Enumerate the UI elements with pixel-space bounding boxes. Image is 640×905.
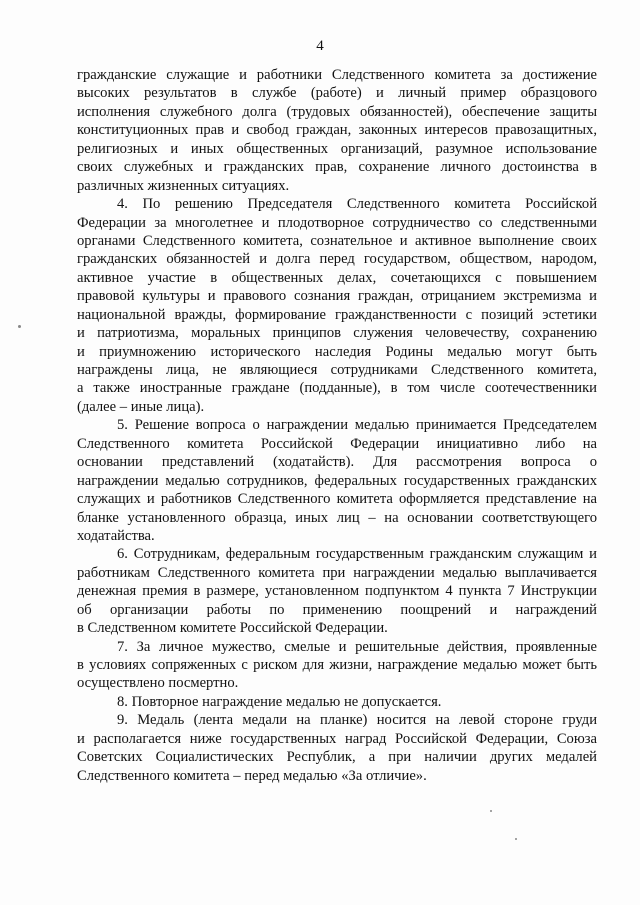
text-line: 4. По решению Председателя Следственного комитета Российской [117,196,597,213]
scan-speck [18,325,21,328]
text-line: основании представлений (ходатайств). Для рассмотрения вопроса о [77,454,597,471]
text-line: правовой культуры и правового сознания граждан, отрицанием экстремизма и [77,288,597,305]
text-line: гражданские служащие и работники Следственного комитета за достижение [77,67,597,83]
text-line: Федерации за многолетнее и плодотворное сотрудничество со следственными [77,214,597,231]
text-line: в Следственном комитете Российской Федерации. [77,620,388,637]
text-line: осуществлено посмертно. [77,675,239,692]
text-line: Следственного комитета – перед медалью «За отличие». [77,767,427,784]
text-line: религиозных и иных общественных организаций, разумное использование [77,140,597,157]
text-line: активное участие в общественных делах, сочетающихся с повышением [77,269,597,286]
text-line: 9. Медаль (лента медали на планке) носится на левой стороне груди [117,712,597,729]
text-line: 8. Повторное награждение медалью не допускается. [117,693,442,710]
text-line: гражданских обязанностей и долга перед государством, обществом, народом, [77,251,597,268]
text-line: об организации работы по применению поощрений и награждений [77,601,597,618]
text-line: 7. За личное мужество, смелые и решительные действия, проявленные [117,638,597,655]
text-line: работникам Следственного комитета при награждении медалью выплачивается [77,564,597,581]
text-line: ходатайства. [77,527,155,544]
text-line: исполнения служебного долга (трудовых обязанностей), обеспечение защиты [77,103,597,120]
text-line: в условиях сопряженных с риском для жизни, награждение медалью может быть [77,657,597,673]
text-line: и приумножению исторического наследия Родины медалью могут быть [77,343,597,360]
text-line: национальной вражды, формирование гражданственности с позиций эстетики [77,306,597,323]
scan-speck [515,838,517,840]
document-body [77,66,597,785]
text-line: Следственного комитета Российской Федерации инициативно либо на [77,435,597,452]
text-line: (далее – иные лица). [77,398,205,415]
text-line: высоких результатов в службе (работе) и личный пример образцового [77,85,597,102]
text-line: награждены лица, не являющиеся сотрудниками Следственного комитета, [77,362,597,378]
text-line: Советских Социалистических Республик, а при наличии других медалей [77,749,597,766]
text-line: 6. Сотрудникам, федеральным государственным гражданским служащим и [117,546,597,563]
text-line: своих служебных и гражданских прав, сохранение личного достоинства в [77,159,597,176]
text-line: и располагается ниже государственных наград Российской Федерации, Союза [77,730,597,747]
page-number: 4 [316,38,324,54]
scan-speck [490,810,492,812]
text-line: различных жизненных ситуациях. [77,177,290,194]
text-line: служащих и работников Следственного комитета оформляется представление на [77,491,597,508]
text-line: и патриотизма, моральных принципов служения человечеству, сохранению [77,325,597,342]
text-line: денежная премия в размере, установленном подпунктом 4 пункта 7 Инструкции [77,583,597,600]
text-line: 5. Решение вопроса о награждении медалью принимается Председателем [117,417,597,434]
text-line: бланке установленного образца, иных лиц – на основании соответствующего [77,509,597,526]
text-line: органами Следственного комитета, сознательное и активное выполнение своих [77,232,597,249]
text-line: а также иностранные граждане (подданные), в том числе соотечественники [77,380,597,397]
text-line: награждении медалью сотрудников, федеральных государственных гражданских [77,472,597,489]
text-line: конституционных прав и свобод граждан, законных интересов правозащитных, [77,122,597,139]
